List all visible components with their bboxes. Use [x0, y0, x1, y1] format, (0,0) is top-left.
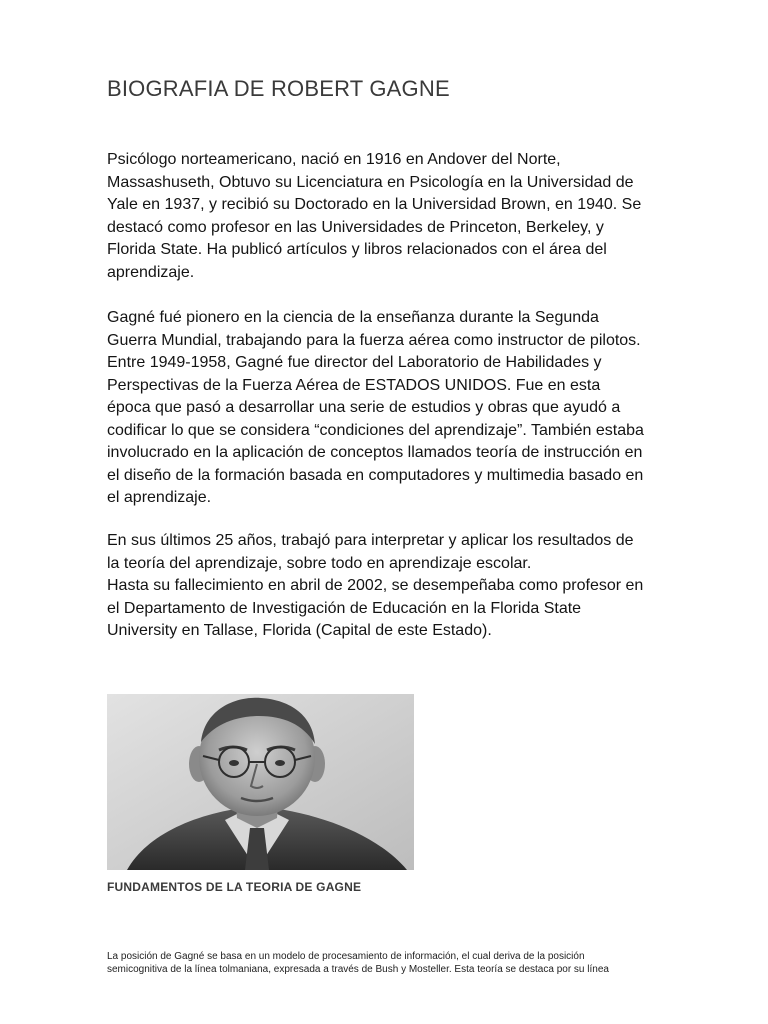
paragraph-line: el aprendizaje. — [107, 489, 212, 506]
paragraph-line: En sus últimos 25 años, trabajó para interpretar y aplicar los resultados de — [107, 532, 634, 549]
paragraph-line: Hasta su fallecimiento en abril de 2002, se desempeñaba como profesor en — [107, 577, 644, 594]
paragraph-line: involucrado en la aplicación de conceptos llamados teoría de instrucción en — [107, 444, 643, 461]
small-paragraph-line: semicognitiva de la línea tolmaniana, expresada a través de Bush y Mosteller. Esta teoría se destaca por su línea — [107, 963, 609, 975]
paragraph-line: Yale en 1937, y recibió su Doctorado en la Universidad Brown, en 1940. Se — [107, 196, 642, 213]
paragraph-line: época que pasó a desarrollar una serie de estudios y obras que ayudó a — [107, 399, 621, 416]
paragraph-3 — [107, 530, 707, 643]
paragraph-line: Entre 1949-1958, Gagné fue director del Laboratorio de Habilidades y — [107, 354, 602, 371]
paragraph-line: Gagné fué pionero en la ciencia de la enseñanza durante la Segunda — [107, 309, 599, 326]
section-heading: FUNDAMENTOS DE LA TEORIA DE GAGNE — [107, 880, 362, 894]
paragraph-line: Psicólogo norteamericano, nació en 1916 en Andover del Norte, — [107, 151, 561, 168]
paragraph-line: la teoría del aprendizaje, sobre todo en aprendizaje escolar. — [107, 554, 532, 572]
portrait-photo — [107, 694, 414, 870]
paragraph-line: destacó como profesor en las Universidades de Princeton, Berkeley, y — [107, 218, 604, 236]
paragraph-line: el Departamento de Investigación de Educación en la Florida State — [107, 599, 582, 617]
paragraph-line: University en Tallase, Florida (Capital de este Estado). — [107, 622, 492, 639]
paragraph-line: aprendizaje. — [107, 263, 195, 281]
paragraph-line: Florida State. Ha publicó artículos y libros relacionados con el área del — [107, 241, 607, 258]
small-paragraph-line: La posición de Gagné se basa en un modelo de procesamiento de información, el cual deriva de la posición — [107, 951, 585, 962]
page-title: BIOGRAFIA DE ROBERT GAGNE — [107, 76, 450, 101]
paragraph-line: codificar lo que se considera “condiciones del aprendizaje”. También estaba — [107, 421, 644, 439]
paragraph-line: Guerra Mundial, trabajando para la fuerza aérea como instructor de pilotos. — [107, 331, 641, 349]
paragraph-line: el diseño de la formación basada en computadores y multimedia basado en — [107, 466, 644, 484]
paragraph-line: Massashuseth, Obtuvo su Licenciatura en Psicología en la Universidad de — [107, 173, 634, 191]
paragraph-1 — [107, 149, 707, 284]
paragraph-2 — [107, 307, 707, 510]
small-paragraph — [107, 951, 707, 976]
paragraph-line: Perspectivas de la Fuerza Aérea de ESTADOS UNIDOS. Fue en esta — [107, 376, 601, 394]
